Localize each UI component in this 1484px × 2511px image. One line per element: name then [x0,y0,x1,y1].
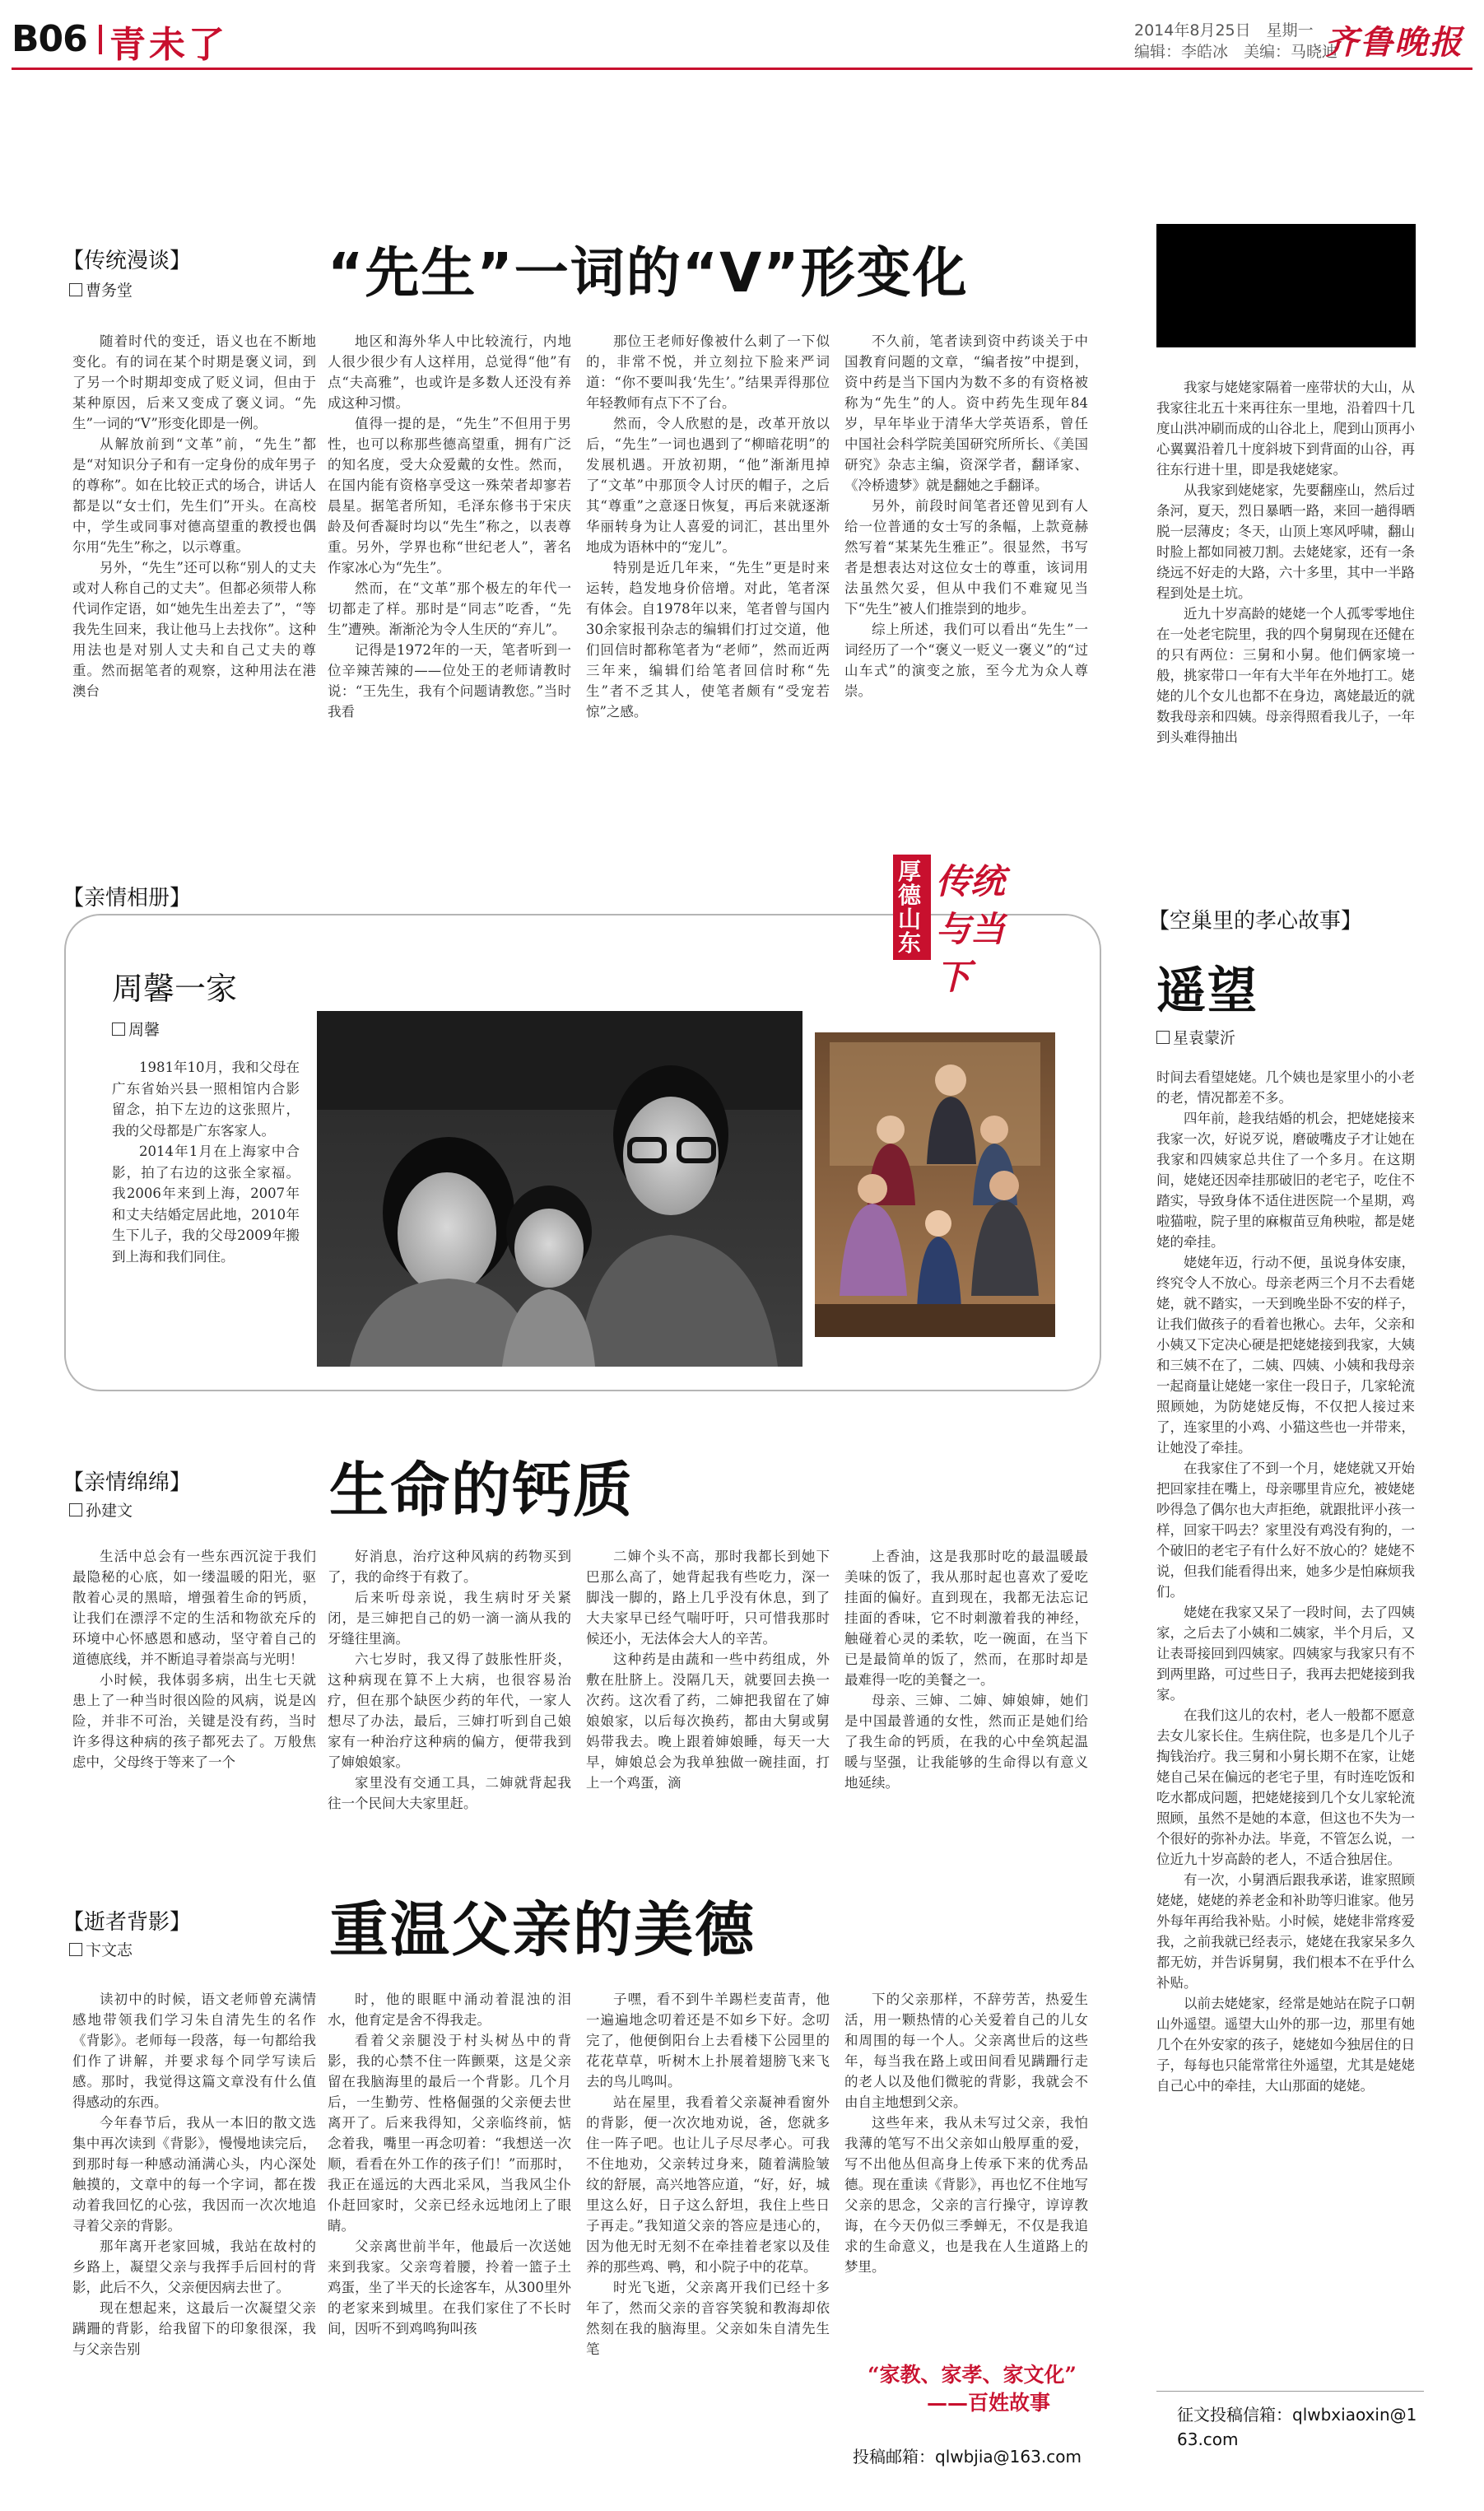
article2-byline [112,1018,160,1040]
article1-col-1 [72,331,316,841]
byline-box-icon [69,1503,82,1516]
article3-byline [69,1498,133,1521]
ad-box-label: 广 [1156,224,1157,225]
article1-col-2 [328,331,571,841]
paragraph: 那位王老师好像被什么刺了一下似的，非常不悦，并立刻拉下脸来严词道：“你不要叫我‘先生’。”结果弄得那位年轻教师有点下不了台。 [586,333,830,411]
article4-headline: 重温父亲的美德 [329,1895,756,1964]
paragraph: 有一次，小舅酒后跟我承诺，谁家照顾姥姥，姥姥的养老金和补助等归谁家。他另外每年再给我补贴。小时候，姥姥非常疼爱我，之前我就已经表示，姥姥在我家呆多久都无妨，并告诉舅舅，我们根本不在乎什么补贴。 [1156,1872,1415,1991]
ad-placeholder-box [1156,224,1416,347]
paragraph: 下的父亲那样，不辞劳苦，热爱生活，用一颗热情的心关爱着自己的儿女和周围的每一个人。父亲离世后的这些年，每当我在路上或田间看见蹒跚行走的老人以及他们微驼的背影，我就会不由自主地想到父亲。 [844,1992,1088,2110]
paragraph: 站在屋里，我看着父亲凝神看窗外的背影，便一次次地劝说，爸，您就多住一阵子吧。也让儿子尽尽孝心。可我不住地劝，父亲转过身来，随着满脸皱纹的舒展，高兴地答应道，“好，好，城里这么好，日子这么舒坦，我住上些日子再走。”我知道父亲的答应是违心的，因为他无时无刻不在牵挂着老家以及佳养的那些鸡、鸭，和小院子中的花草。 [586,2094,830,2275]
series-stamp-logo [893,855,1016,997]
paragraph: 时，他的眼眶中涌动着混浊的泪水，他育定是舍不得我走。 [328,1992,571,2028]
article5-top-text [1156,377,1415,869]
paragraph: 以前去姥姥家，经常是她站在院子口朝山外遥望。遥望大山外的那一边，那里有她几个在外安家的孩子，姥姥如今独居住的日子，每每也只能常常往外遥望，尤其是姥姥自己心中的牵挂，大山那面的姥姥。 [1156,1996,1415,2094]
contact-mailbox-address[interactable]: qlwbxiaoxin@163.com [1177,2405,1417,2449]
paragraph: 父亲离世前半年，他最后一次送她来到我家。父亲弯着腰，拎着一篮子土鸡蛋，坐了半天的长途客车，从300里外的老家来到城里。在我们家住了不长时间，因听不到鸡鸣狗叫孩 [328,2238,571,2336]
article3-tag: 【亲情绵绵】 [63,1470,192,1495]
submission-email-address[interactable]: qlwbjia@163.com [935,2447,1082,2467]
article5-headline: 遥望 [1156,962,1258,1020]
series-slogan [853,2361,1091,2417]
slogan-line-1: “家教、家孝、家文化” [868,2363,1077,2387]
paragraph: 姥姥年迈，行动不便，虽说身体安康，终究令人不放心。母亲老两三个月不去看姥姥，就不踏实，一天到晚坐卧不安的样子，让我们做孩子的看着也揪心。去年，父亲和小姨又下定决心硬是把姥姥接到我家，大姨和三姨不在了，二姨、四姨、小姨和我母亲一起商量让姥姥一家住一段日子，几家轮流照顾她，为防姥姥反悔，不仅把人接过来了，连家里的小鸡、小猫这些也一并带来，让她没了牵挂。 [1156,1255,1415,1456]
paragraph: 今年春节后，我从一本旧的散文选集中再次读到《背影》，慢慢地读完后，到那时每一种感动涌满心头，内心深处触摸的，文章中的每一个字词，都在拨动着我回忆的心弦，我因而一次次地追寻着父亲的背影。 [72,2115,316,2234]
article4-col-1 [72,1989,316,2491]
paragraph: 2014年1月在上海家中合影，拍了右边的这张全家福。我2006年来到上海，2007年和丈夫结婚定居此地，2010年生下儿子，我的父母2009年搬到上海和我们同住。 [112,1144,300,1265]
article5-author: 星袁蒙沂 [1173,1029,1236,1047]
slogan-line-2: ——百姓故事 [926,2391,1050,2415]
article1-col-3 [586,331,830,841]
paragraph: 特别是近几年来，“先生”更是时来运转，趋发地身价倍增。对此，笔者深有体会。自1978年以来，笔者曾与国内30余家报刊杂志的编辑们打过交道，他们回信时都称笔者为“老师”，然而近两三年来，编辑们给笔者回信时称“先生”者不乏其人，使笔者颇有“受宠若惊”之感。 [586,560,830,720]
article2-headline: 周馨一家 [112,971,238,1007]
photo-2014-graphic [815,1032,1055,1337]
paragraph: 家里没有交通工具，二婶就背起我往一个民间大夫家里赶。 [328,1775,571,1811]
paragraph: 从解放前到“文革”前，“先生”都是“对知识分子和有一定身份的成年男子的尊称”。如在比较正式的场合，讲话人都是以“女士们，先生们”开头。在高校中，学生或同事对德高望重的教授也偶尔用“先生”称之，以示尊重。 [72,436,316,555]
paragraph: 母亲、三婶、二婶、婶娘婶，她们是中国最普通的女性，然而正是她们给了我生命的钙质，在我的心中垒筑起温暖与坚强，让我能够的生命得以有意义地延续。 [844,1693,1088,1791]
paragraph: 记得是1972年的一天，笔者听到一位辛辣苦辣的——位处王的老师请教时说：“王先生，我有个问题请教您。”当时我看 [328,642,571,720]
article2-tag: 【亲情相册】 [63,886,192,911]
article3-col-2 [328,1546,571,1856]
paragraph: 然而，令人欣慰的是，改革开放以后，“先生”一词也遇到了“柳暗花明”的发展机遇。开放初期，“他”渐渐甩掉了“文革”中那顶令人讨厌的帽子，之后其“尊重”之意逐日恢复，再后来就逐渐华丽转身为让人喜爱的词汇，甚出里外地成为语林中的“宠儿”。 [586,416,830,555]
paragraph: 然而，在“文革”那个极左的年代一切都走了样。那时是“同志”吃香，“先生”遭殃。渐渐沦为令人生厌的“弃儿”。 [328,580,571,637]
article4-col-3 [586,1989,830,2491]
contact-rule [1156,2391,1424,2392]
paragraph: 姥姥在我家又呆了一段时间，去了四姨家，之后去了小姨和二姨家，半个月后，又让表哥接回到四姨家。四姨家与我家只有不到两里路，可过些日子，我再去把姥接到我家。 [1156,1605,1415,1703]
photo-1981-graphic [317,1011,802,1367]
article3-col-1 [72,1546,316,1856]
submission-email-label: 投稿邮箱： [853,2447,935,2467]
article4-col-2 [328,1989,571,2491]
paragraph: 子嘿，看不到牛羊踢栏麦苗青，他一遍遍地念叨着还是不如乡下好。念叨完了，他便倒阳台上去看楼下公园里的花花草草，听树木上扑展着翅膀飞来飞去的鸟儿鸣叫。 [586,1992,830,2089]
article3-col-3 [586,1546,830,1856]
contact-mailbox-label: 征文投稿信箱： [1177,2405,1292,2425]
article4-byline [69,1938,133,1960]
page-number: B06 [12,18,87,60]
paragraph: 在我家住了不到一个月，姥姥就又开始把回家挂在嘴上，母亲哪里肯应允，被姥姥吵得急了偶尔也大声拒绝，就跟批评小孩一样，回家干吗去？家里没有鸡没有狗的，一个破旧的老宅子有什么好不放心的？姥姥不说，但我们能看得出来，她多少是怕麻烦我们。 [1156,1460,1415,1600]
paragraph: 这种药是由蔬和一些中药组成，外敷在肚脐上。没隔几天，就要回去换一次药。这次看了药，二婶把我留在了婶娘娘家，以后每次换药，都由大舅或舅妈带我去。晚上跟着婶娘睡，每天一大早，婶娘总会为我单独做一碗挂面，打上一个鸡蛋，滴 [586,1651,830,1791]
article2-author: 周馨 [128,1021,160,1039]
byline-box-icon [69,283,82,296]
paragraph: 二婶个头不高，那时我都长到她下巴那么高了，她背起我有些吃力，深一脚浅一脚的，路上几乎没有休息，到了大夫家早已经气喘吁吁，只可惜我那时候还小，无法体会大人的辛苦。 [586,1549,830,1647]
article3-col-4 [844,1546,1088,1856]
paragraph: 小时候，我体弱多病，出生七天就患上了一种当时很凶险的风病，说是凶险，并非不可治，关键是没有药，当时许多得这种病的孩子都死去了。万般焦虑中，父母终于等来了一个 [72,1672,316,1770]
byline-box-icon [1156,1031,1170,1044]
paragraph: 随着时代的变迁，语义也在不断地变化。有的词在某个时期是褒义词，到了另一个时期却变成了贬义词，但由于某种原因，后来又变成了褒义词。“先生”一词的“V”形变化即是一例。 [72,333,316,431]
article5-byline [1156,1026,1235,1048]
paragraph: 另外，“先生”还可以称“别人的丈夫或对人称自己的丈夫”。但都必须带人称代词作定语，如“她先生出差去了”，“等我先生回来，我让他马上去找你”。这种用法也是对别人丈夫和自己丈夫的尊重。然而据笔者的观察，这种用法在港澳台 [72,560,316,699]
stamp-name: 厚德山东 [898,858,922,957]
paragraph: 生活中总会有一些东西沉淀于我们最隐秘的心底，如一缕温暖的阳光，驱散着心灵的黑暗，增强着生命的钙质，让我们在漂浮不定的生活和物欲充斥的环境中心怀感恩和感动，坚守着自己的道德底线，并不断追寻着崇高与光明！ [72,1549,316,1667]
paragraph: 六七岁时，我又得了鼓胀性肝炎，这种病现在算不上大病，也很容易治疗，但在那个缺医少药的年代，一家人想尽了办法，最后，三婶打听到自己娘家有一种治疗这种病的偏方，便带我到了婶娘娘家。 [328,1651,571,1770]
article4-tag: 【逝者背影】 [63,1910,192,1935]
editor-credits: 编辑：李皓冰 美编：马晓迪 [1134,43,1338,61]
paragraph: 读初中的时候，语文老师曾充满情感地带领我们学习朱自清先生的名作《背影》。老师每一段落，每一句都给我们作了讲解，并要求每个同学写读后感。那时，我觉得这篇文章没有什么值得感动的东西。 [72,1992,316,2110]
paragraph: 另外，前段时间笔者还曾见到有人给一位普通的女士写的条幅，上款竟赫然写着“某某先生雅正”。很显然，书写者是想表达对这位女士的尊重，该词用法虽然欠妥，但从中我们不难窥见当下“先生”被人们推崇到的地步。 [844,498,1088,617]
article3-headline: 生命的钙质 [329,1456,635,1525]
contact-mailbox [1177,2402,1424,2452]
article3-author: 孙建文 [86,1502,133,1520]
article1-author: 曹务堂 [86,282,133,300]
paragraph: 后来听母亲说，我生病时牙关紧闭，是三婶把自己的奶一滴一滴从我的牙缝往里滴。 [328,1590,571,1647]
paragraph: 时间去看望姥姥。几个姨也是家里小的小老的老，情况都差不多。 [1156,1069,1415,1106]
paragraph: 值得一提的是，“先生”不但用于男性，也可以称那些德高望重，拥有广泛的知名度，受大众爱戴的女性。然而，在国内能有资格享受这一殊荣者却寥若晨星。据笔者所知，毛泽东修书于宋庆龄及何香凝时均以“先生”称之，以表尊重。另外，学界也称“世纪老人”，著名作家冰心为“先生”。 [328,416,571,575]
article1-byline [69,278,133,300]
paragraph: 我家与姥姥家隔着一座带状的大山，从我家往北五十来再往东一里地，沿着四十几度山洪冲刷而成的山谷北上，爬到山顶再小心翼翼沿着几十度斜坡下到背面的山谷，再往东行进十里，即是我姥姥家。 [1156,380,1415,478]
paragraph: 不久前，笔者读到资中药谈关于中国教育问题的文章，“编者按”中提到，资中药是当下国内为数不多的有资格被称为“先生”的人。资中药先生现年84岁，早年毕业于清华大学英语系，曾任中国社会科学院美国研究所所长、《美国研究》杂志主编，资深学者，翻译家、《冷桥遗梦》就是翻她之手翻译。 [844,333,1088,493]
section-name: 青未了 [109,24,228,66]
masthead-logo: 齐鲁晚报 [1325,23,1463,62]
paragraph: 从我家到姥姥家，先要翻座山，然后过条河，夏天，烈日暴晒一路，来回一趟得晒脱一层薄皮；冬天，山顶上寒风呼啸，翻山时脸上都如同被刀割。去姥姥家，还有一条绕远不好走的大路，六十多里，其中一半路程到处是土坑。 [1156,482,1415,601]
paragraph: 时光飞逝，父亲离开我们已经十多年了，然而父亲的音容笑貌和教海却依然刻在我的脑海里。父亲如朱自清先生笔 [586,2280,830,2357]
header-divider-mark [99,25,102,54]
paragraph: 这些年来，我从未写过父亲，我怕我薄的笔写不出父亲如山般厚重的爱，写不出他丛但高身上传承下来的优秀品德。现在重读《背影》，再也忆不住地写父亲的思念，父亲的言行操守，谆谆教诲，在今天仍似三季蝉无，不仅是我追求的生命意义，也是我在人生道路上的梦里。 [844,2115,1088,2275]
article1-col-4 [844,331,1088,841]
byline-box-icon [69,1943,82,1956]
paragraph: 近九十岁高龄的姥姥一个人孤零零地住在一处老宅院里，我的四个舅舅现在还健在的只有两位：三舅和小舅。他们俩家境一般，挑家带口一年有大半年在外地打工。姥姥的儿个女儿也都不在身边，离姥最近的就数我母亲和四姨。母亲得照看我儿子，一年到头难得抽出 [1156,606,1415,745]
article2-text [112,1057,300,1378]
header-rule [12,68,1472,70]
article1-headline: “先生”一词的“V”形变化 [328,241,969,305]
paragraph: 地区和海外华人中比较流行，内地人很少很少有人这样用，总觉得“他”有点“夫高雅”，也或许是多数人还没有养成这种习惯。 [328,333,571,411]
paragraph: 1981年10月，我和父母在广东省始兴县一照相馆内合影留念，拍下左边的这张照片，我的父母都是广东客家人。 [112,1060,300,1139]
paragraph: 现在想起来，这最后一次凝望父亲蹒跚的背影，给我留下的印象很深，我与父亲告别 [72,2300,316,2357]
article4-author: 卞文志 [86,1941,133,1959]
stamp-brand: 传统与当下 [936,861,1006,997]
photo-2014-family [815,1032,1055,1337]
submission-email [853,2443,1082,2467]
article1-tag: 【传统漫谈】 [63,249,192,273]
byline-box-icon [112,1023,125,1036]
paragraph: 看着父亲腿没于村头树丛中的背影，我的心禁不住一阵颤栗，这是父亲留在我脑海里的最后一个背影。几个月后，一生勤劳、性格倔强的父亲便去世离开了。后来我得知，父亲临终前，惦念着我，嘴里一再念叨着：“我想送一次顺，看看在外工作的孩子们！”而那时，我正在遥远的大西北采风，当我风尘仆仆赶回家时，父亲已经永远地闭上了眼睛。 [328,2033,571,2234]
paragraph: 上香油，这是我那时吃的最温暖最美味的饭了，我从那时起也喜欢了爱吃挂面的偏好。直到现在，我都无法忘记挂面的香味，它不时刺激着我的神经，触碰着心灵的柔软，吃一碗面，在当下已是最简单的饭了，然而，在那时却是最难得一吃的美餐之一。 [844,1549,1088,1688]
paragraph: 综上所述，我们可以看出“先生”一词经历了一个“褒义一贬义一褒义”的“过山车式”的演变之旅，至今尤为众人尊崇。 [844,622,1088,699]
paragraph: 四年前，趁我结婚的机会，把姥姥接来我家一次，好说歹说，磨破嘴皮子才让她在我家和四姨家总共住了一个多月。在这期间，姥姥还因牵挂那破旧的老宅子，吃住不踏实，导致身体不适住进医院一个星期，鸡啦猫啦，院子里的麻椒苗豆角秧啦，都是姥姥的牵挂。 [1156,1111,1415,1250]
photo-1981-family [317,1011,802,1367]
article4-col-4 [844,1989,1088,2335]
paragraph: 好消息，治疗这种风病的药物买到了，我的命终于有救了。 [328,1549,571,1585]
article5-tag: 【空巢里的孝心故事】 [1148,909,1363,934]
paragraph: 那年离开老家回城，我站在故村的乡路上，凝望父亲与我挥手后回村的背影，此后不久，父亲便因病去世了。 [72,2238,316,2295]
issue-date: 2014年8月25日 星期一 [1134,21,1314,40]
article5-bottom-text [1156,1067,1415,2356]
paragraph: 在我们这儿的农村，老人一般都不愿意去女儿家长住。生病住院，也多是几个儿子掏钱治疗。我三舅和小舅长期不在家，让姥姥自己呆在偏远的老宅子里，有时连吃饭和吃水都成问题，把姥姥接到几个女儿家轮流照顾，虽然不是她的本意，但这也不失为一个很好的弥补办法。毕竟，不管怎么说，一位近九十岁高龄的老人，不适合独居住。 [1156,1707,1415,1867]
